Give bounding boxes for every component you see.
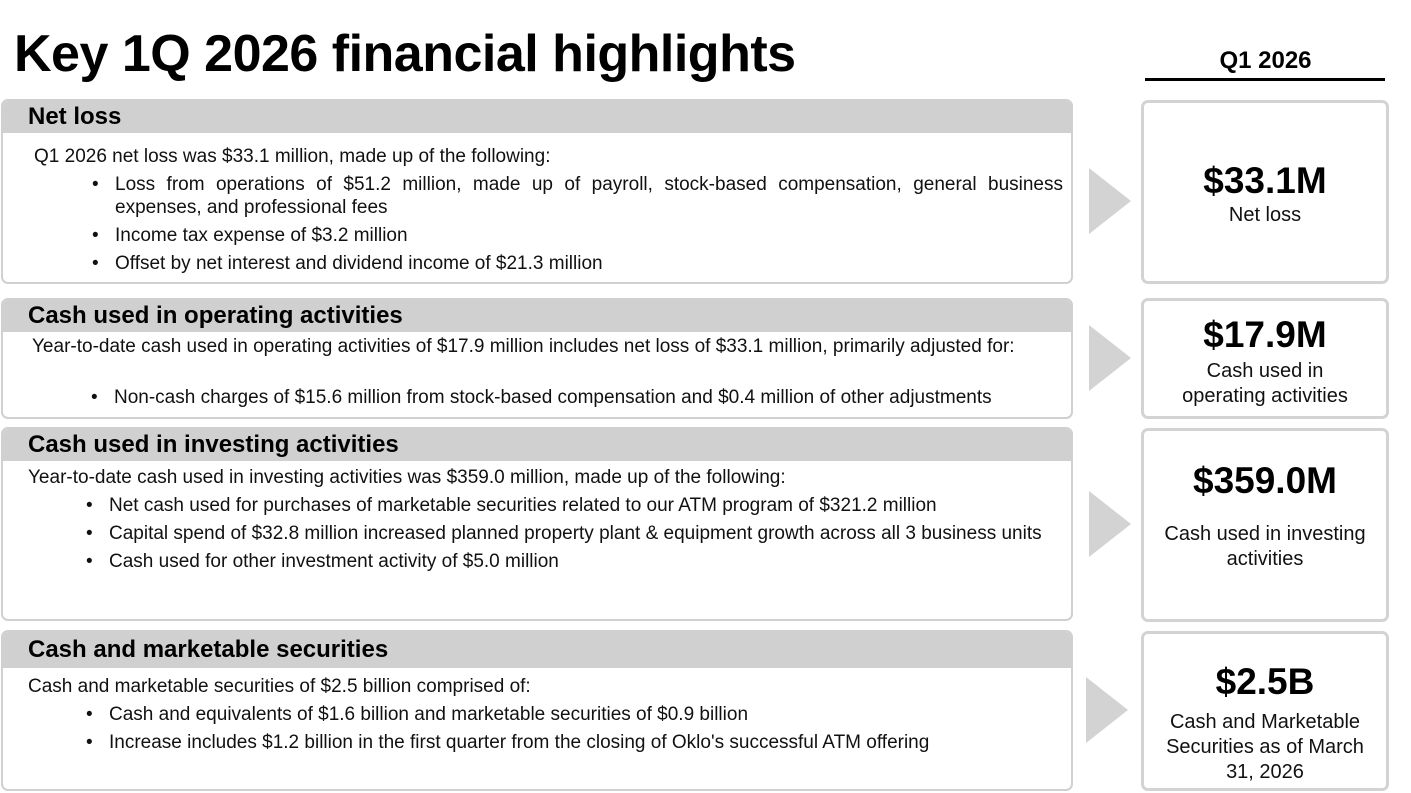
- bullet-list: [91, 386, 1064, 414]
- section-heading: Cash used in investing activities: [3, 429, 1071, 461]
- metric-card-investing-cash: [1141, 428, 1389, 622]
- section-heading: Cash and marketable securities: [3, 632, 1071, 668]
- list-item: [86, 703, 1059, 726]
- metric-caption: Cash used in operating activities: [1182, 360, 1348, 407]
- bullet-text: Offset by net interest and dividend income of $21.3 million: [115, 253, 603, 274]
- metric-caption: Cash used in investing activities: [1164, 523, 1366, 570]
- metric-caption: Net loss: [1228, 204, 1302, 226]
- metric-value: $2.5B: [1215, 661, 1315, 702]
- metric-value: $17.9M: [1203, 314, 1327, 355]
- bullet-icon: •: [92, 253, 99, 274]
- list-item: [92, 224, 1063, 247]
- bullet-text: Net cash used for purchases of marketable securities related to our ATM program of $321.2 million: [109, 495, 937, 516]
- column-header: Q1 2026: [1219, 47, 1312, 74]
- bullet-icon: •: [92, 174, 99, 195]
- page-title: Key 1Q 2026 financial highlights: [14, 25, 796, 83]
- column-header-rule: [1145, 78, 1385, 81]
- chevron-right-arrow-icon: [1089, 168, 1131, 234]
- section-intro: Year-to-date cash used in operating activities of $17.9 million includes net loss of $33.1 million, primarily adjusted for:: [32, 336, 1015, 357]
- chevron-right-arrow-icon: [1086, 677, 1128, 743]
- section-net-loss: [1, 99, 1073, 284]
- bullet-icon: •: [91, 387, 98, 408]
- bullet-text: Cash and equivalents of $1.6 billion and marketable securities of $0.9 billion: [109, 704, 749, 725]
- section-investing-cash: [1, 427, 1073, 621]
- bullet-list: [86, 494, 1059, 578]
- bullet-text: Increase includes $1.2 billion in the first quarter from the closing of Oklo's successful ATM offering: [109, 732, 930, 753]
- section-intro: Cash and marketable securities of $2.5 billion comprised of:: [28, 676, 531, 697]
- section-cash-securities: [1, 630, 1073, 791]
- bullet-text: Non-cash charges of $15.6 million from stock-based compensation and $0.4 million of other adjustments: [114, 387, 992, 408]
- bullet-icon: •: [86, 495, 93, 516]
- section-operating-cash: [1, 298, 1073, 419]
- bullet-icon: •: [86, 732, 93, 753]
- chevron-right-arrow-icon: [1089, 491, 1131, 557]
- list-item: [91, 386, 1064, 409]
- bullet-text: Cash used for other investment activity of $5.0 million: [109, 551, 559, 572]
- bullet-text: Income tax expense of $3.2 million: [115, 225, 408, 246]
- bullet-icon: •: [86, 551, 93, 572]
- bullet-text: Capital spend of $32.8 million increased planned property plant & equipment growth across all 3 business units: [109, 523, 1042, 544]
- list-item: [92, 173, 1063, 219]
- metric-card-net-loss: [1141, 100, 1389, 284]
- section-intro: Year-to-date cash used in investing activities was $359.0 million, made up of the following:: [28, 467, 786, 488]
- metric-value: $33.1M: [1203, 160, 1327, 201]
- bullet-text: Loss from operations of $51.2 million, made up of payroll, stock-based compensation, general business expenses, and professional fees: [115, 174, 1063, 218]
- bullet-icon: •: [92, 225, 99, 246]
- list-item: [86, 522, 1059, 545]
- metric-card-cash-securities: [1141, 631, 1389, 791]
- section-heading: Cash used in operating activities: [3, 300, 1071, 332]
- bullet-list: [86, 703, 1059, 759]
- list-item: [92, 252, 1063, 275]
- metric-value: $359.0M: [1193, 460, 1337, 501]
- metric-card-operating-cash: [1141, 298, 1389, 419]
- list-item: [86, 550, 1059, 573]
- metric-caption: Cash and Marketable Securities as of March 31, 2026: [1166, 711, 1364, 783]
- bullet-icon: •: [86, 704, 93, 725]
- section-intro: Q1 2026 net loss was $33.1 million, made up of the following:: [34, 146, 551, 167]
- list-item: [86, 494, 1059, 517]
- chevron-right-arrow-icon: [1089, 325, 1131, 391]
- bullet-list: [92, 173, 1063, 280]
- section-heading: Net loss: [3, 101, 1071, 133]
- bullet-icon: •: [86, 523, 93, 544]
- list-item: [86, 731, 1059, 754]
